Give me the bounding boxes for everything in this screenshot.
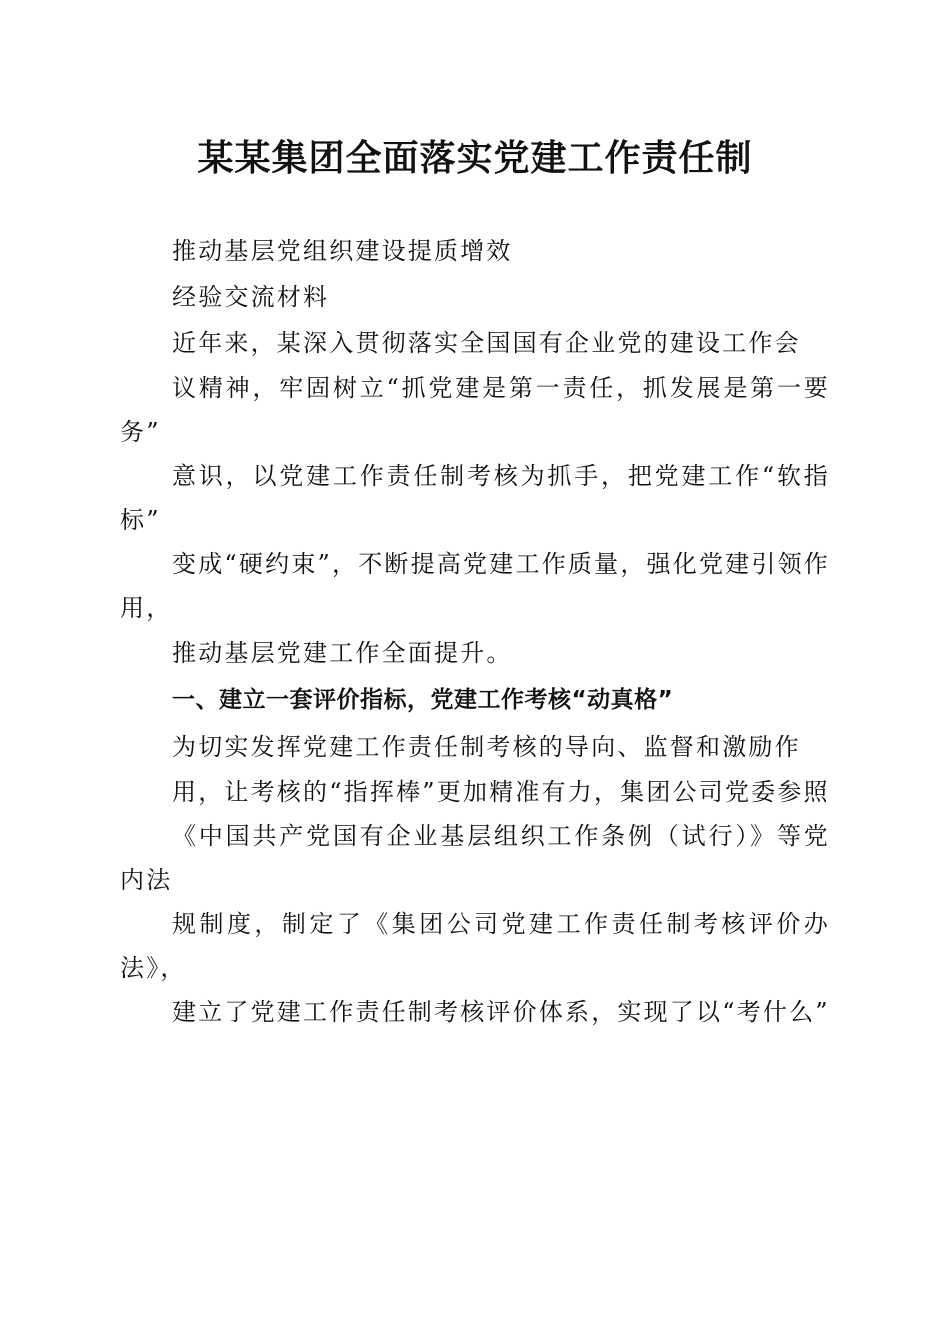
body-line-4: 议精神，牢固树立“抓党建是第一责任，抓发展是第一要务” xyxy=(120,374,830,446)
body-line-2: 经验交流材料 xyxy=(172,283,330,311)
body-line-11: 《中国共产党国有企业基层组织工作条例（试行）》等党内法 xyxy=(120,822,830,894)
body-line-9: 为切实发挥党建工作责任制考核的导向、监督和激励作 xyxy=(172,733,801,761)
body-line-12: 规制度，制定了《集团公司党建工作责任制考核评价办法》， xyxy=(120,910,830,982)
body-line-6: 变成“硬约束”，不断提高党建工作质量，强化党建引领作用， xyxy=(120,550,830,622)
body-line-7: 推动基层党建工作全面提升。 xyxy=(172,639,513,667)
body-line-3: 近年来，某深入贯彻落实全国国有企业党的建设工作会 xyxy=(172,329,801,357)
body-line-1: 推动基层党组织建设提质增效 xyxy=(172,237,513,265)
document-title: 某某集团全面落实党建工作责任制 xyxy=(197,137,753,179)
section-heading-1: 一、建立一套评价指标，党建工作考核“动真格” xyxy=(172,687,674,713)
body-line-10: 用，让考核的“指挥棒”更加精准有力，集团公司党委参照 xyxy=(172,778,830,806)
body-line-5: 意识，以党建工作责任制考核为抓手，把党建工作“软指标” xyxy=(120,462,830,534)
document-body xyxy=(120,228,830,1034)
body-line-13: 建立了党建工作责任制考核评价体系，实现了以“考什么” xyxy=(172,998,830,1026)
